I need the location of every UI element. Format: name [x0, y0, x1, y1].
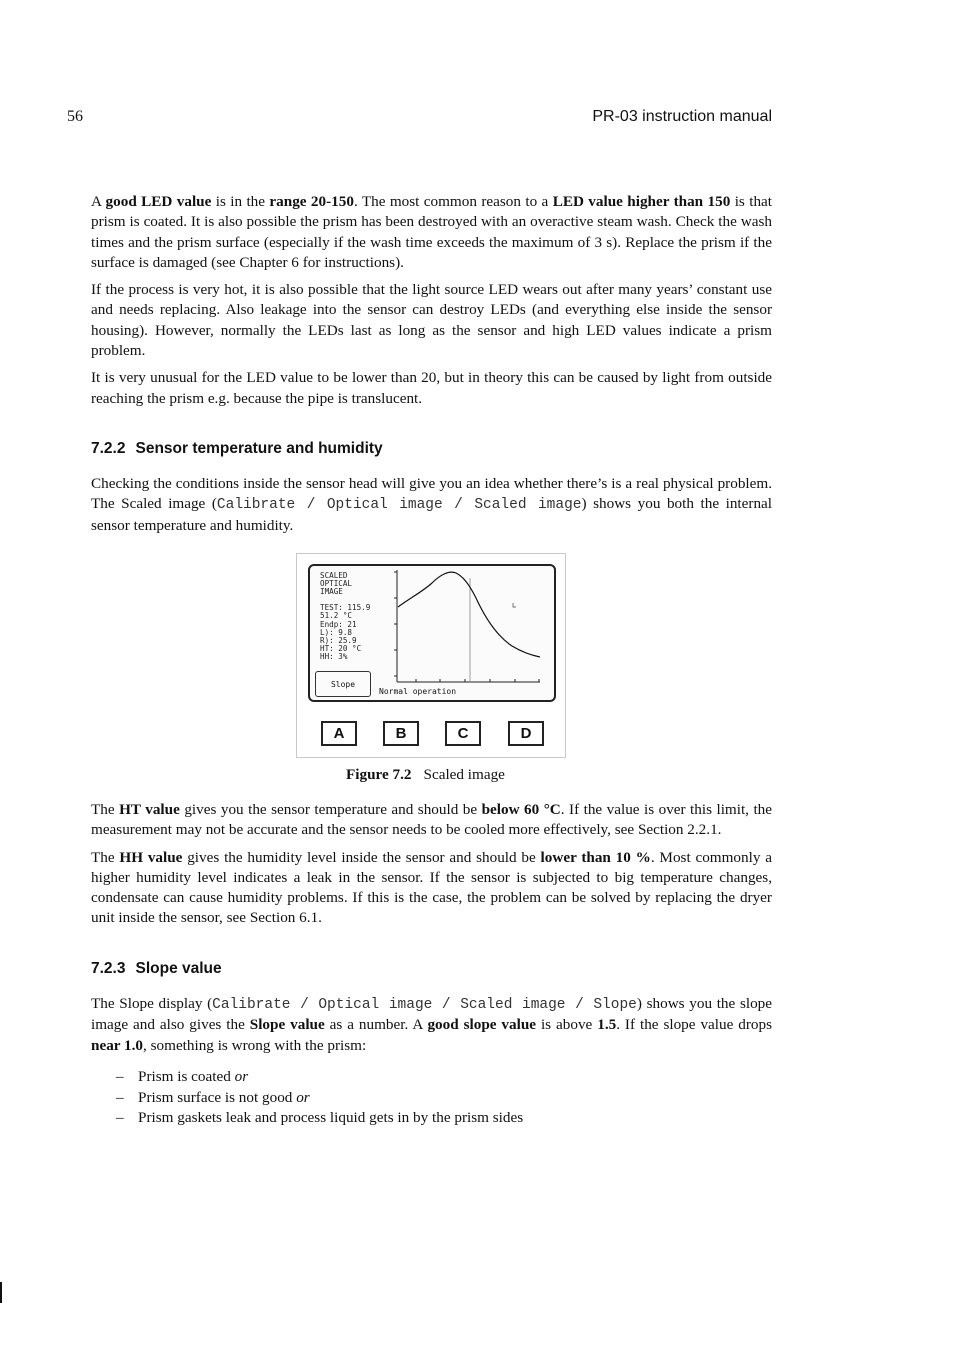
bold-text: Slope value — [249, 1016, 325, 1034]
margin-bar — [0, 1282, 2, 1303]
menu-path: Calibrate / Optical image / Scaled image / Slope — [212, 997, 637, 1013]
text-run: is in the — [211, 193, 270, 210]
bold-text: near 1.0 — [91, 1036, 144, 1054]
lcd-display — [308, 564, 556, 702]
figure-caption — [346, 766, 505, 784]
status-line: Normal operation — [379, 687, 457, 696]
section-722-text — [91, 474, 772, 543]
running-title: PR-03 instruction manual — [592, 108, 772, 125]
section-heading-723 — [91, 960, 222, 978]
paragraph-conditions — [91, 474, 772, 536]
slope-button[interactable]: Slope — [315, 671, 371, 697]
section-title: Slope value — [135, 960, 222, 977]
bold-text: lower than 10 % — [540, 848, 651, 866]
bold-text: LED value higher than 150 — [552, 193, 731, 210]
caption-text: Scaled image — [423, 766, 505, 783]
after-figure-text — [91, 800, 772, 936]
italic-text: or — [296, 1088, 310, 1106]
text-run: is that prism is coated. It is also possible the prism has been destroyed with an overactive steam wash. Check the wash times and the prism surface (especially if the wash time exceeds the maximum of 3 s). Replace the prism if the surface is damaged (see Chapter 6 for instructions). — [91, 193, 772, 271]
section-number: 7.2.3 — [91, 960, 126, 977]
text-run: gives the humidity level inside the sensor and should be — [182, 848, 541, 866]
paragraph-led-value — [91, 192, 772, 273]
softkey-a[interactable]: A — [321, 721, 357, 746]
bold-text: below 60 °C — [481, 801, 561, 818]
bold-text: good slope value — [427, 1016, 537, 1034]
text-run: . Most commonly a higher humidity level indicates a leak in the sensor. If the sensor is subjected to big temperature changes, condensate can cause humidity problems. If this is the case, the problem can be solved by replacing the dryer unit inside the sensor, see Section 6.1. — [91, 848, 772, 927]
text-run: A — [91, 193, 106, 210]
text-run: Prism is coated — [138, 1068, 235, 1085]
caption-label: Figure 7.2 — [346, 766, 412, 783]
text-run: ) shows you the slope image and also gives the — [91, 995, 773, 1034]
page-number: 56 — [67, 108, 83, 125]
text-run: gives you the sensor temperature and should be — [179, 801, 482, 818]
bold-text: HH value — [119, 848, 183, 866]
text-run: . If the value is over this limit, the measurement may not be accurate and the sensor needs to be cooled more effectively, see Section 2.2.1. — [91, 801, 772, 839]
list-item — [116, 1088, 523, 1109]
softkey-b[interactable]: B — [383, 721, 419, 746]
bold-text: HT value — [119, 801, 180, 818]
section-723-text — [91, 994, 772, 1063]
bold-text: good LED value — [105, 193, 212, 210]
text-run: The — [91, 801, 120, 818]
text-run: The Slope display ( — [91, 995, 213, 1012]
section-heading-722 — [91, 440, 383, 458]
text-run: is above — [536, 1016, 598, 1034]
prism-problem-list — [116, 1067, 523, 1129]
scaled-image-figure — [296, 553, 566, 758]
text-run: . If the slope value drops — [616, 1016, 773, 1034]
text-run: . The most common reason to a — [353, 193, 553, 210]
softkey-c[interactable]: C — [445, 721, 481, 746]
list-item — [116, 1108, 523, 1129]
lcd-readout: SCALED OPTICAL IMAGE TEST: 115.9 51.2 °C Endp: 21 L): 9.8 R): 25.9 HT: 20 °C HH: 3% — [320, 571, 371, 661]
text-run: , something is wrong with the prism: — [143, 1036, 367, 1054]
paragraph-led-wear: If the process is very hot, it is also possible that the light source LED wears out after many years’ constant use and needs replacing. Also leakage into the sensor can destroy LEDs (and everything else inside the sensor housing). However, normally the LEDs last as long as the sensor and high LED values indicate a prism problem. — [91, 281, 772, 360]
bold-text: 1.5 — [597, 1016, 617, 1034]
paragraph-slope — [91, 994, 772, 1056]
bold-text: range 20-150 — [269, 193, 354, 210]
section-title: Sensor temperature and humidity — [135, 440, 383, 457]
list-item — [116, 1067, 523, 1088]
italic-text: or — [234, 1068, 249, 1085]
text-run: Checking the conditions inside the sensor head will give you an idea whether there’s is a real physical problem. The Scaled image ( — [91, 475, 772, 513]
paragraph-led-low: It is very unusual for the LED value to be lower than 20, but in theory this can be caused by light from outside reaching the prism e.g. because the pipe is translucent. — [91, 369, 772, 407]
intro-text — [91, 192, 772, 416]
menu-path: Calibrate / Optical image / Scaled image — [216, 497, 582, 514]
text-run: Prism gaskets leak and process liquid gets in by the prism sides — [138, 1109, 524, 1126]
paragraph-hh-value — [91, 848, 772, 929]
text-run: ) shows you both the internal sensor temperature and humidity. — [91, 495, 773, 534]
section-number: 7.2.2 — [91, 440, 126, 457]
text-run: The — [91, 848, 120, 866]
softkey-d[interactable]: D — [508, 721, 544, 746]
text-run: as a number. A — [324, 1016, 428, 1034]
paragraph-ht-value — [91, 800, 772, 841]
text-run: Prism surface is not good — [138, 1088, 297, 1106]
